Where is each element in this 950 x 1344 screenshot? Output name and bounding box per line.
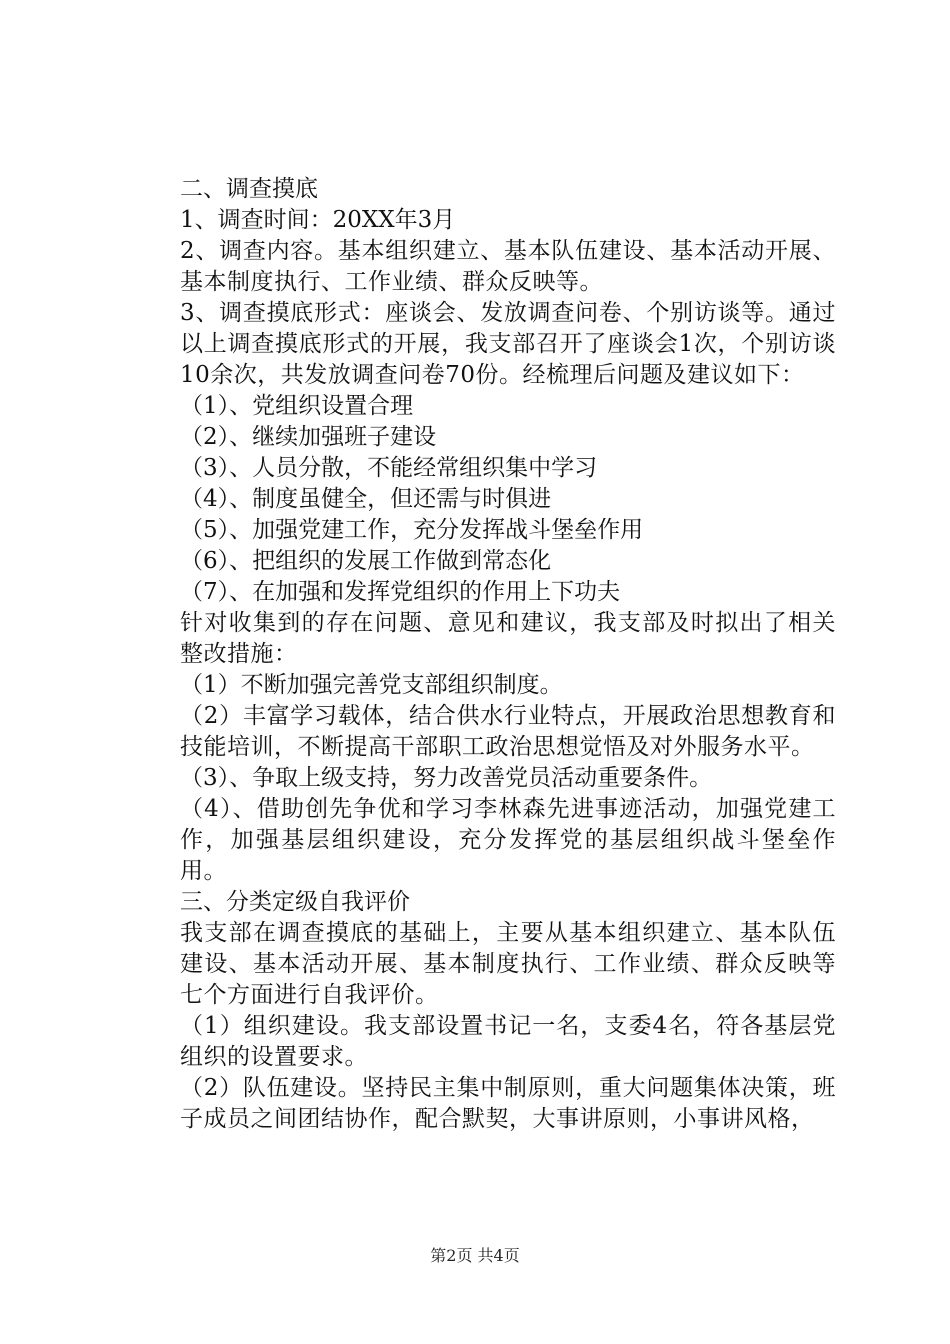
paragraph-self-evaluation-intro: 我支部在调查摸底的基础上，主要从基本组织建立、基本队伍建设、基本活动开展、基本制度执行、工作业绩、群众反映等七个方面进行自我评价。 — [180, 920, 836, 1008]
list-item-measure-2: （2）丰富学习载体，结合供水行业特点，开展政治思想教育和技能培训，不断提高干部职工政治思想觉悟及对外服务水平。 — [180, 703, 836, 760]
document-body — [126, 174, 836, 1135]
paragraph-team-building: （2）队伍建设。坚持民主集中制原则，重大问题集体决策，班子成员之间团结协作，配合默契，大事讲原则，小事讲风格， — [180, 1075, 836, 1132]
list-item-measure-3: （3）、争取上级支持，努力改善党员活动重要条件。 — [180, 765, 713, 791]
list-item-measure-4: （4）、借助创先争优和学习李林森先进事迹活动，加强党建工作，加强基层组织建设，充分发挥党的基层组织战斗堡垒作用。 — [180, 796, 836, 884]
paragraph-organization-building: （1）组织建设。我支部设置书记一名，支委4名，符各基层党组织的设置要求。 — [180, 1013, 836, 1070]
list-item-measure-1: （1）不断加强完善党支部组织制度。 — [180, 672, 563, 698]
list-item-problem-2: （2）、继续加强班子建设 — [180, 424, 437, 450]
paragraph-measures-intro: 针对收集到的存在问题、意见和建议，我支部及时拟出了相关整改措施： — [180, 610, 836, 667]
list-item-problem-1: （1）、党组织设置合理 — [180, 393, 414, 419]
page-footer: 第2页 共4页 — [430, 1246, 520, 1265]
section-heading-self-evaluation: 三、分类定级自我评价 — [180, 889, 410, 915]
list-item-problem-6: （6）、把组织的发展工作做到常态化 — [180, 548, 552, 574]
paragraph-survey-time: 1、调查时间：20XX年3月 — [180, 207, 456, 233]
list-item-problem-5: （5）、加强党建工作，充分发挥战斗堡垒作用 — [180, 517, 644, 543]
paragraph-survey-form: 3、调查摸底形式：座谈会、发放调查问卷、个别访谈等。通过以上调查摸底形式的开展，我支部召开了座谈会1次，个别访谈10余次，共发放调查问卷70份。经梳理后问题及建议如下： — [180, 300, 836, 388]
paragraph-survey-content: 2、调查内容。基本组织建立、基本队伍建设、基本活动开展、基本制度执行、工作业绩、群众反映等。 — [180, 238, 836, 295]
list-item-problem-7: （7）、在加强和发挥党组织的作用上下功夫 — [180, 579, 621, 605]
list-item-problem-3: （3）、人员分散，不能经常组织集中学习 — [180, 455, 598, 481]
list-item-problem-4: （4）、制度虽健全，但还需与时俱进 — [180, 486, 552, 512]
section-heading-survey: 二、调查摸底 — [180, 176, 318, 202]
